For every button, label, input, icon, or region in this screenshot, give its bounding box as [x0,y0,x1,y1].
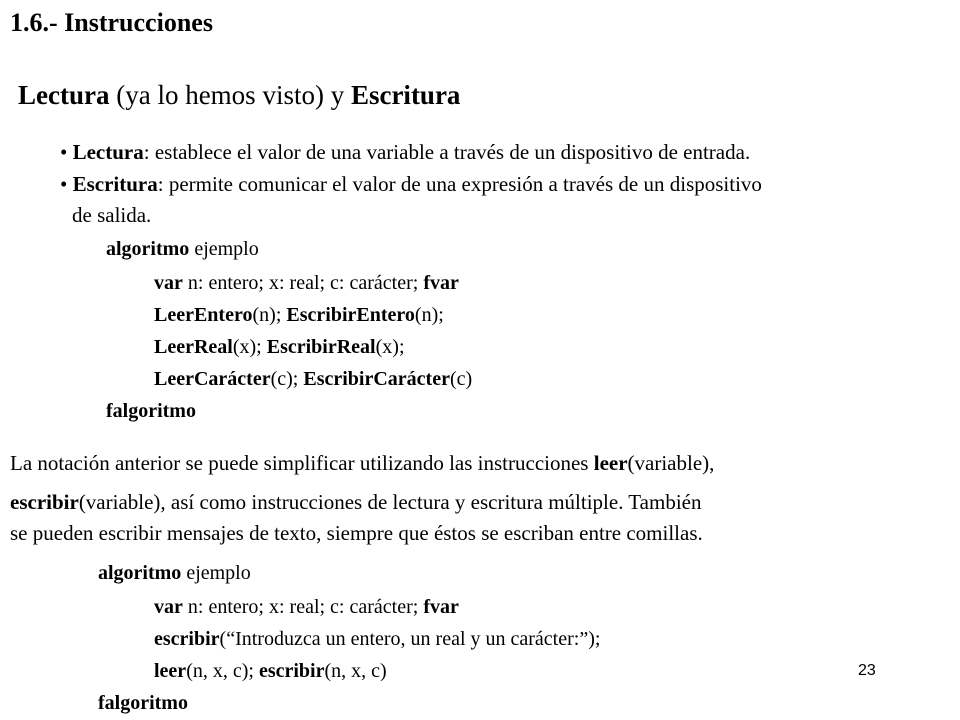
keyword: algoritmo [106,238,190,260]
code-text: ejemplo [181,562,251,584]
example2-header [98,562,251,585]
example1-line [154,336,405,359]
paragraph-text: (variable), [627,451,715,475]
code-text: (c) [449,368,473,390]
code-text: n: entero; x: real; c: carácter; [182,596,424,618]
keyword: LeerEntero [154,304,253,326]
bullet-marker: • [60,140,68,164]
slide-subtitle [18,80,460,111]
keyword: escribir [258,660,325,682]
code-text: (x); [232,336,267,358]
example2-line [154,660,387,683]
code-text: (x); [375,336,405,358]
subtitle-escritura: Escritura [350,80,461,110]
slide-title: 1.6.- Instrucciones [10,8,213,37]
code-text: (n, x, c) [324,660,387,682]
bullet-text: : establece el valor de una variable a través de un dispositivo de entrada. [143,140,751,164]
paragraph-text: La notación anterior se puede simplificar utilizando las instrucciones [10,451,594,475]
code-text: (“Introduzca un entero, un real y un carácter:”); [219,628,601,650]
bullet-term: Lectura [72,140,144,164]
keyword: LeerCarácter [154,368,271,390]
keyword: leer [593,451,628,475]
keyword: EscribirEntero [286,304,415,326]
example1-line [154,304,444,327]
keyword: EscribirCarácter [303,368,450,390]
keyword: EscribirReal [266,336,376,358]
page-number: 23 [858,662,876,679]
keyword: fvar [423,596,459,618]
keyword: LeerReal [154,336,233,358]
code-text: (n); [414,304,444,326]
paragraph-line [10,490,701,515]
bullet-lectura [60,140,750,165]
paragraph-line: se pueden escribir mensajes de texto, siempre que éstos se escriban entre comillas. [10,521,703,545]
example1-line [154,272,459,295]
bullet-marker: • [60,172,68,196]
keyword: fvar [423,272,459,294]
keyword: escribir [10,490,79,514]
code-text: ejemplo [189,238,259,260]
bullet-term: Escritura [72,172,158,196]
subtitle-middle: (ya lo hemos visto) y [109,80,351,110]
keyword: algoritmo [98,562,182,584]
code-text: (n, x, c); [186,660,259,682]
paragraph-line [10,451,714,476]
example2-line [154,628,600,651]
bullet-text: : permite comunicar el valor de una expresión a través de un dispositivo [157,172,762,196]
code-text: (n); [252,304,287,326]
example1-footer: falgoritmo [106,400,196,422]
subtitle-lectura: Lectura [18,80,110,110]
code-text: n: entero; x: real; c: carácter; [182,272,424,294]
keyword: var [154,272,183,294]
keyword: leer [154,660,187,682]
example1-line [154,368,472,391]
keyword: var [154,596,183,618]
paragraph-text: (variable), así como instrucciones de lectura y escritura múltiple. También [78,490,702,514]
example2-footer: falgoritmo [98,692,188,714]
example1-header [106,238,259,261]
bullet-continuation: de salida. [72,203,152,227]
keyword: escribir [154,628,220,650]
example2-line [154,596,459,619]
code-text: (c); [270,368,304,390]
bullet-escritura [60,172,762,197]
